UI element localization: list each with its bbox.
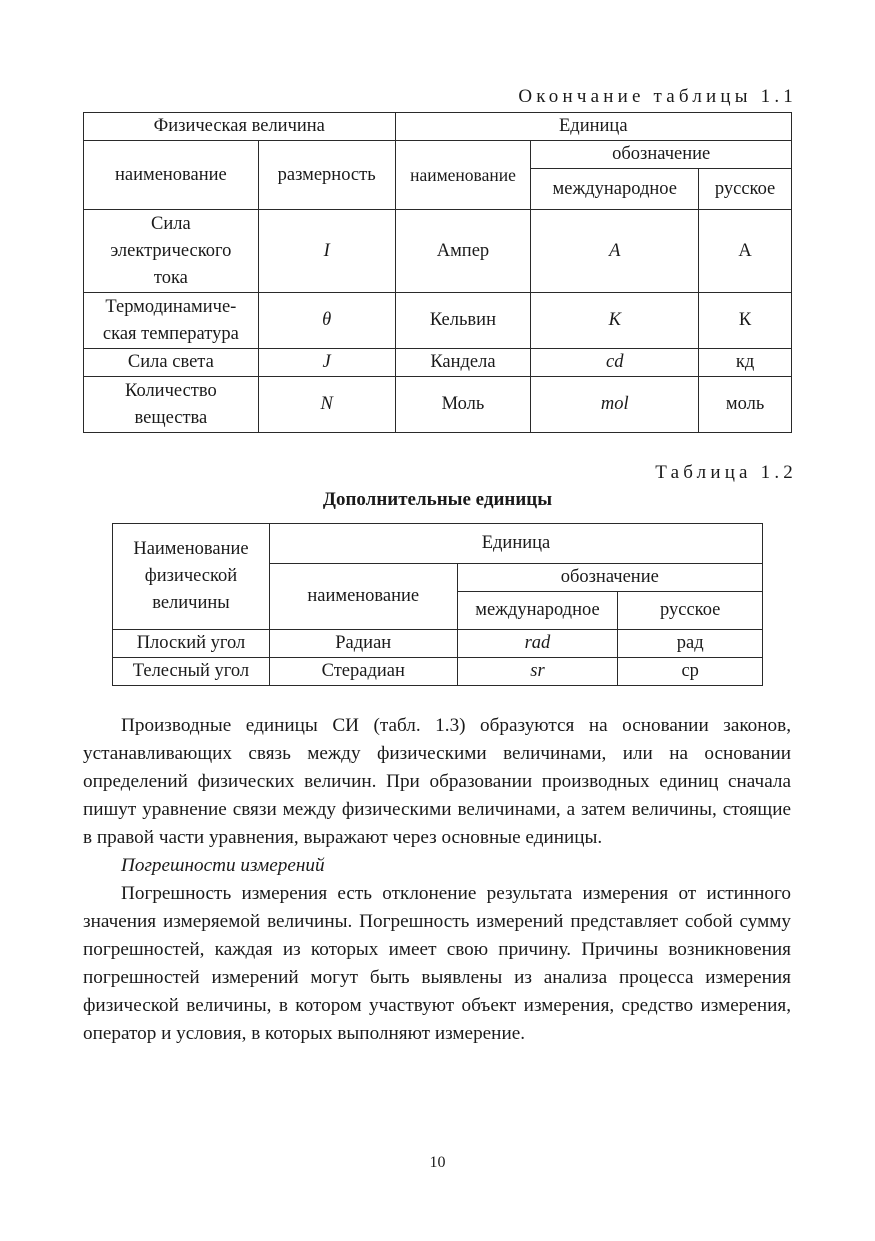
table1-caption: Окончание таблицы 1.1: [518, 86, 797, 107]
unit-intl: K: [531, 293, 699, 349]
header-unit: Единица: [269, 524, 762, 564]
unit-name: Кельвин: [395, 293, 531, 349]
quantity-dimension: N: [258, 377, 395, 433]
unit-name: Стерадиан: [269, 658, 457, 686]
header-name: наименование: [84, 141, 259, 210]
unit-intl: mol: [531, 377, 699, 433]
header-phys-quantity: Физическая величина: [84, 113, 396, 141]
unit-intl: A: [531, 210, 699, 293]
header-designation: обозначение: [531, 141, 792, 169]
unit-rus: моль: [699, 377, 792, 433]
unit-rus: К: [699, 293, 792, 349]
header-quantity-name: Наименование физической величины: [113, 524, 270, 630]
header-russian: русское: [618, 592, 763, 630]
quantity-name: Количество вещества: [84, 377, 259, 433]
unit-name: Кандела: [395, 349, 531, 377]
table-1-2: [112, 523, 763, 686]
header-dimension: размерность: [258, 141, 395, 210]
unit-name: Ампер: [395, 210, 531, 293]
paragraph: Погрешность измерения есть отклонение результата измерения от истинного значения измеряемой величины. Погрешность измерений представляет собой сумму погрешностей, каждая из которых имеет свою причину. Причины возникновения погрешностей измерений могут быть выявлены из анализа процесса измерения физической величины, в котором участвуют объект измерения, средство измерения, оператор и условия, в которых выполняют измерение.: [83, 883, 791, 1044]
unit-rus: ср: [618, 658, 763, 686]
header-designation: обозначение: [457, 564, 762, 592]
quantity-name: Сила электрического тока: [84, 210, 259, 293]
header-international: международное: [457, 592, 618, 630]
unit-rus: кд: [699, 349, 792, 377]
quantity-name: Плоский угол: [113, 630, 270, 658]
quantity-name: Термодинамиче- ская температура: [84, 293, 259, 349]
page-number: 10: [429, 1154, 446, 1171]
quantity-dimension: θ: [258, 293, 395, 349]
body-text: [83, 712, 791, 1048]
quantity-dimension: J: [258, 349, 395, 377]
unit-name: Моль: [395, 377, 531, 433]
table2-title: Дополнительные единицы: [322, 489, 553, 510]
header-unit-name: наименование: [395, 141, 531, 210]
unit-rus: А: [699, 210, 792, 293]
quantity-dimension: I: [258, 210, 395, 293]
unit-intl: cd: [531, 349, 699, 377]
table-row: [84, 210, 792, 293]
unit-rus: рад: [618, 630, 763, 658]
table2-label: Таблица 1.2: [655, 462, 797, 483]
unit-intl: rad: [457, 630, 618, 658]
table-row: [113, 630, 763, 658]
table-row: [84, 293, 792, 349]
table-row: [84, 377, 792, 433]
table-1-1: [83, 112, 792, 433]
unit-intl: sr: [457, 658, 618, 686]
header-russian: русское: [699, 169, 792, 210]
header-unit: Единица: [395, 113, 791, 141]
paragraph: Производные единицы СИ (табл. 1.3) образуются на основании законов, устанавливающих связь между физическими величинами, или на основании определений физических величин. При образовании производных единиц сначала пишут уравнение связи между физическими величинами, а затем величины, стоящие в правой части уравнения, выражают через основные единицы.: [83, 715, 791, 848]
quantity-name: Телесный угол: [113, 658, 270, 686]
section-subheading: Погрешности измерений: [121, 855, 325, 876]
header-international: международное: [531, 169, 699, 210]
table-row: [84, 349, 792, 377]
header-name: наименование: [269, 564, 457, 630]
unit-name: Радиан: [269, 630, 457, 658]
table-row: [113, 658, 763, 686]
quantity-name: Сила света: [84, 349, 259, 377]
